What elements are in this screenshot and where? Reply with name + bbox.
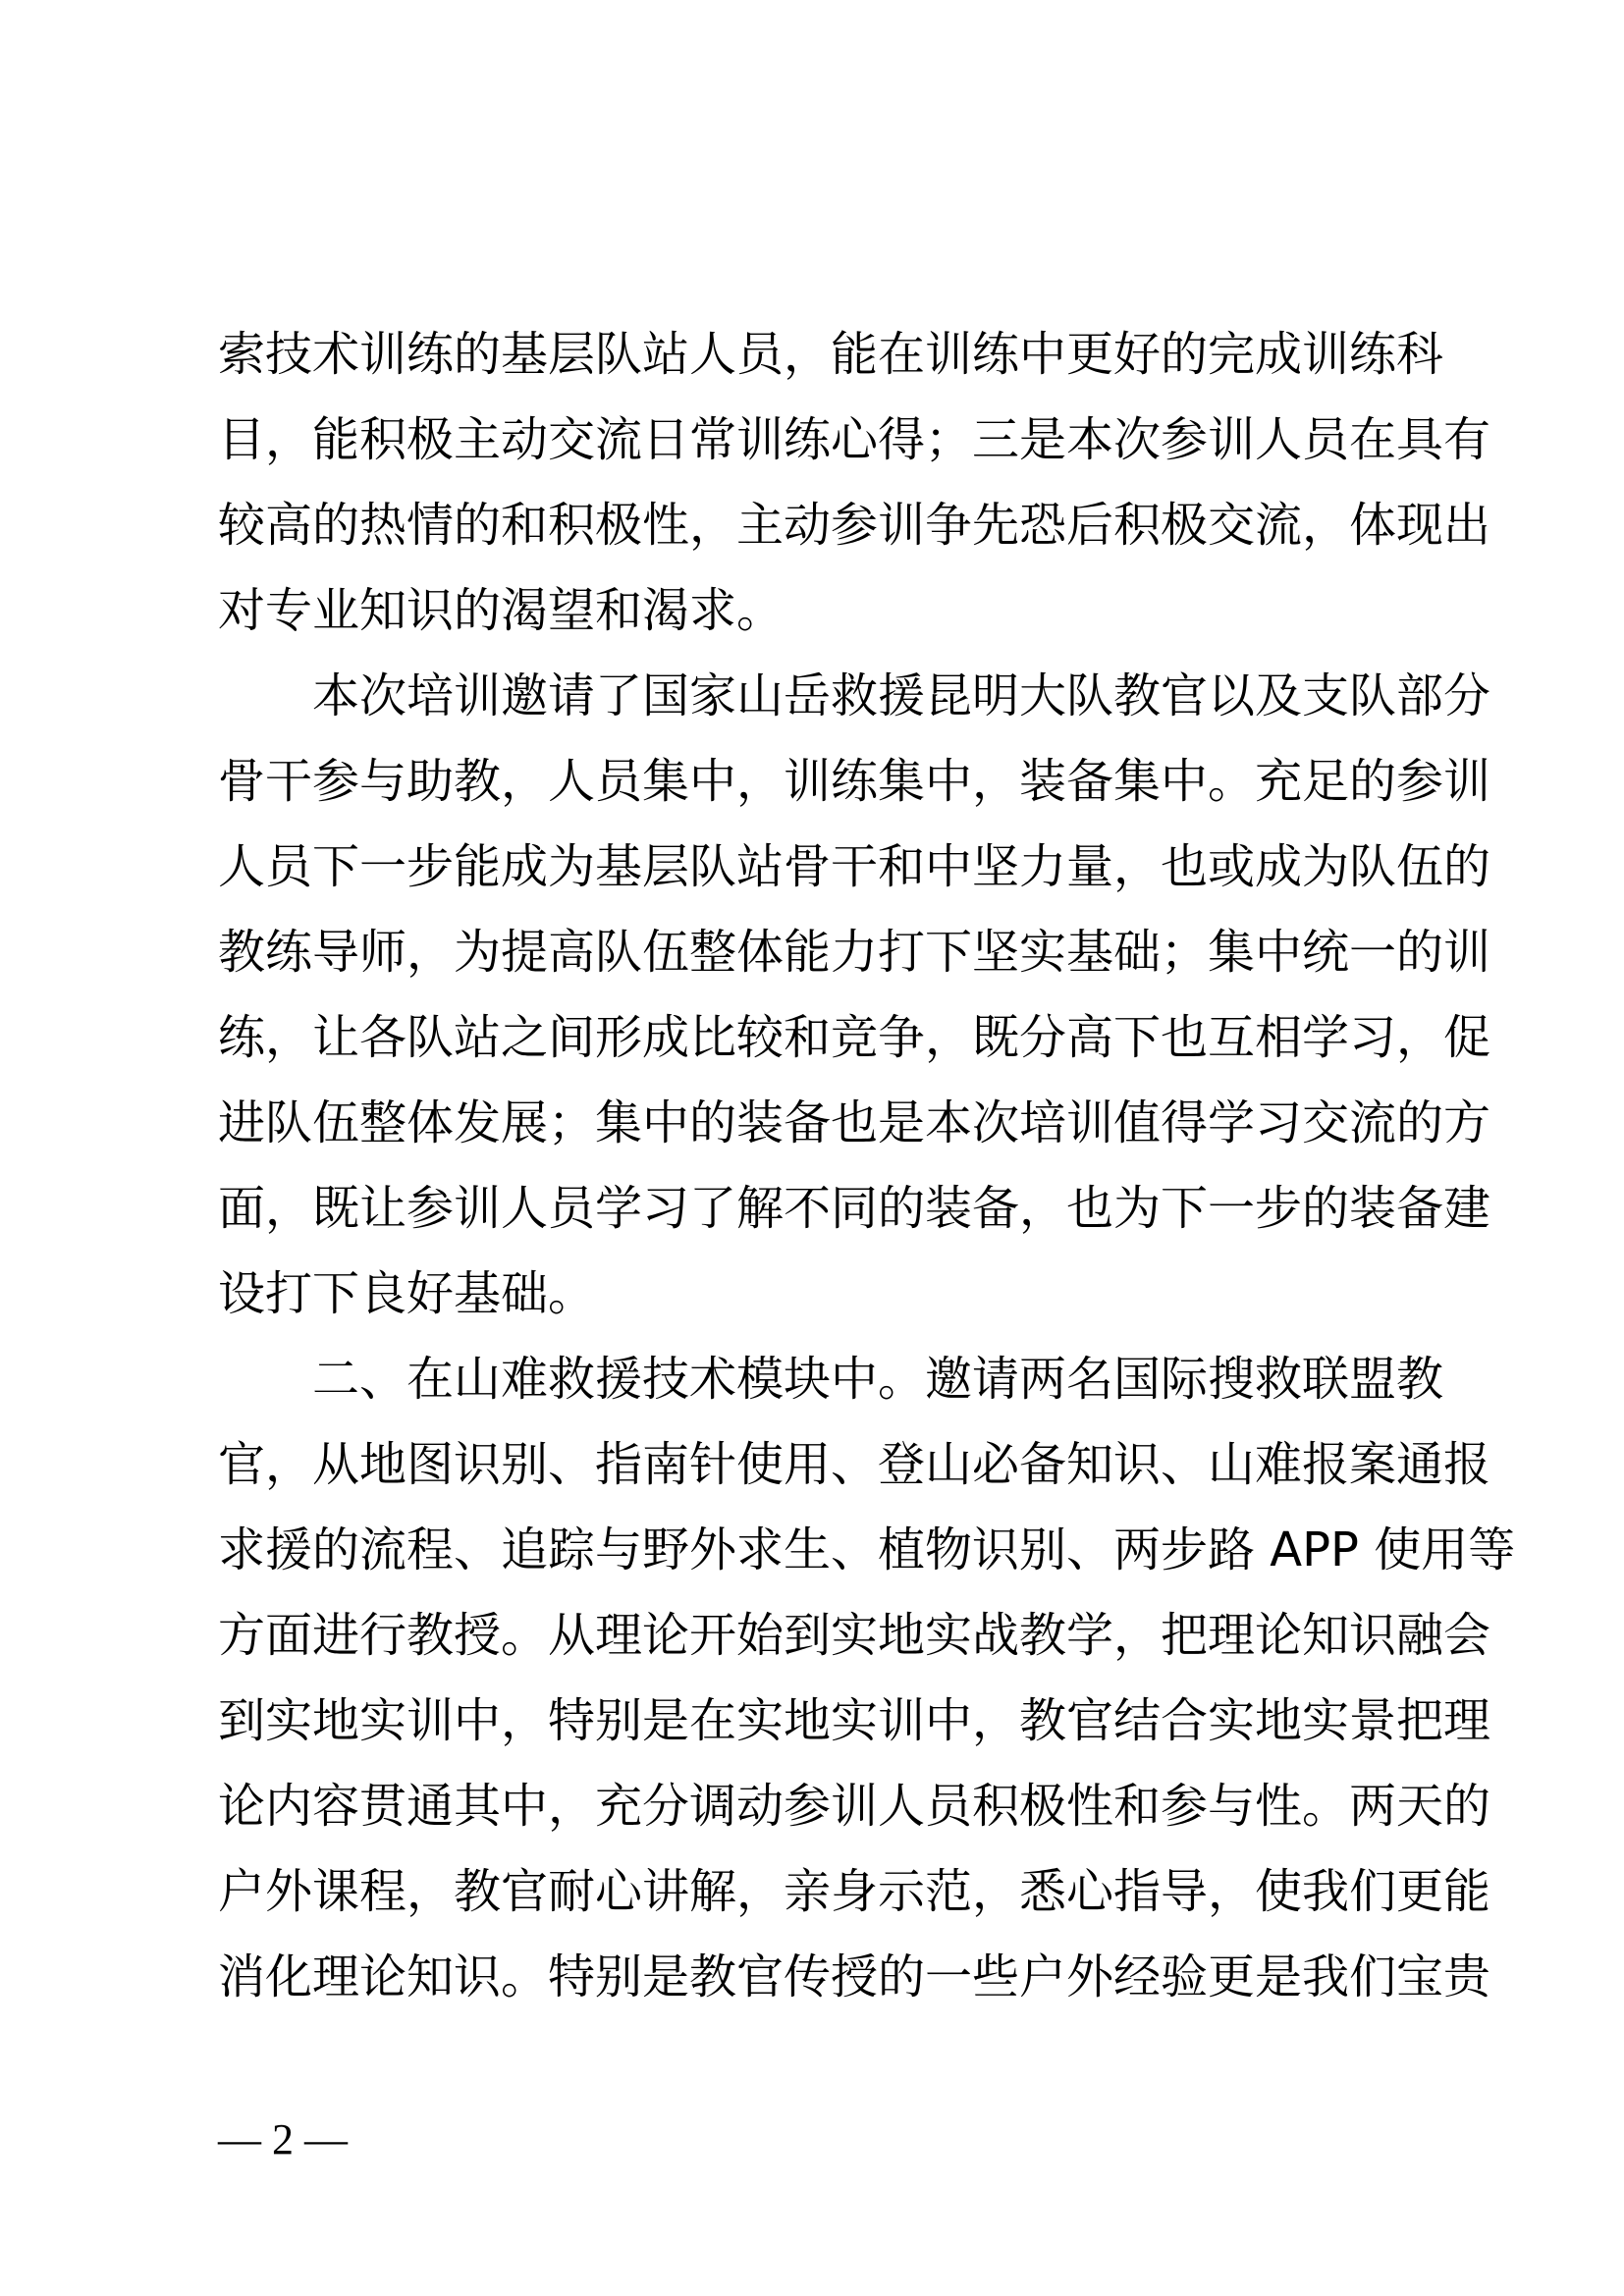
document-body bbox=[218, 312, 1516, 2020]
page-number: — 2 — bbox=[218, 2115, 348, 2163]
text-line: 方面进行教授。从理论开始到实地实战教学，把理论知识融会 bbox=[218, 1608, 1491, 1663]
text-line: 求援的流程、追踪与野外求生、植物识别、两步路 APP 使用等 bbox=[218, 1522, 1516, 1577]
text-line: 索技术训练的基层队站人员，能在训练中更好的完成训练科 bbox=[218, 327, 1444, 382]
text-line: 户外课程，教官耐心讲解，亲身示范，悉心指导，使我们更能 bbox=[218, 1864, 1491, 1919]
text-line: 骨干参与助教，人员集中，训练集中，装备集中。充足的参训 bbox=[218, 754, 1491, 809]
text-line: 消化理论知识。特别是教官传授的一些户外经验更是我们宝贵 bbox=[218, 1949, 1491, 2004]
text-line: 本次培训邀请了国家山岳救援昆明大队教官以及支队部分 bbox=[312, 668, 1491, 723]
text-line: 到实地实训中，特别是在实地实训中，教官结合实地实景把理 bbox=[218, 1693, 1491, 1748]
text-line: 面，既让参训人员学习了解不同的装备，也为下一步的装备建 bbox=[218, 1181, 1491, 1236]
text-line: 设打下良好基础。 bbox=[218, 1266, 596, 1321]
paragraph-3 bbox=[218, 1337, 1516, 2020]
paragraph-2 bbox=[218, 654, 1491, 1337]
text-line: 人员下一步能成为基层队站骨干和中坚力量，也或成为队伍的 bbox=[218, 839, 1491, 894]
text-line: 官，从地图识别、指南针使用、登山必备知识、山难报案通报 bbox=[218, 1437, 1491, 1492]
text-line: 进队伍整体发展；集中的装备也是本次培训值得学习交流的方 bbox=[218, 1095, 1491, 1150]
text-line: 对专业知识的渴望和渴求。 bbox=[218, 583, 785, 638]
text-line: 练，让各队站之间形成比较和竞争，既分高下也互相学习，促 bbox=[218, 1010, 1491, 1065]
paragraph-1 bbox=[218, 312, 1491, 654]
text-line: 论内容贯通其中，充分调动参训人员积极性和参与性。两天的 bbox=[218, 1779, 1491, 1834]
text-line: 教练导师，为提高队伍整体能力打下坚实基础；集中统一的训 bbox=[218, 925, 1491, 980]
text-line: 目，能积极主动交流日常训练心得；三是本次参训人员在具有 bbox=[218, 412, 1491, 467]
text-line: 较高的热情的和积极性，主动参训争先恐后积极交流，体现出 bbox=[218, 498, 1491, 553]
text-line: 二、在山难救援技术模块中。邀请两名国际搜救联盟教 bbox=[312, 1352, 1444, 1407]
